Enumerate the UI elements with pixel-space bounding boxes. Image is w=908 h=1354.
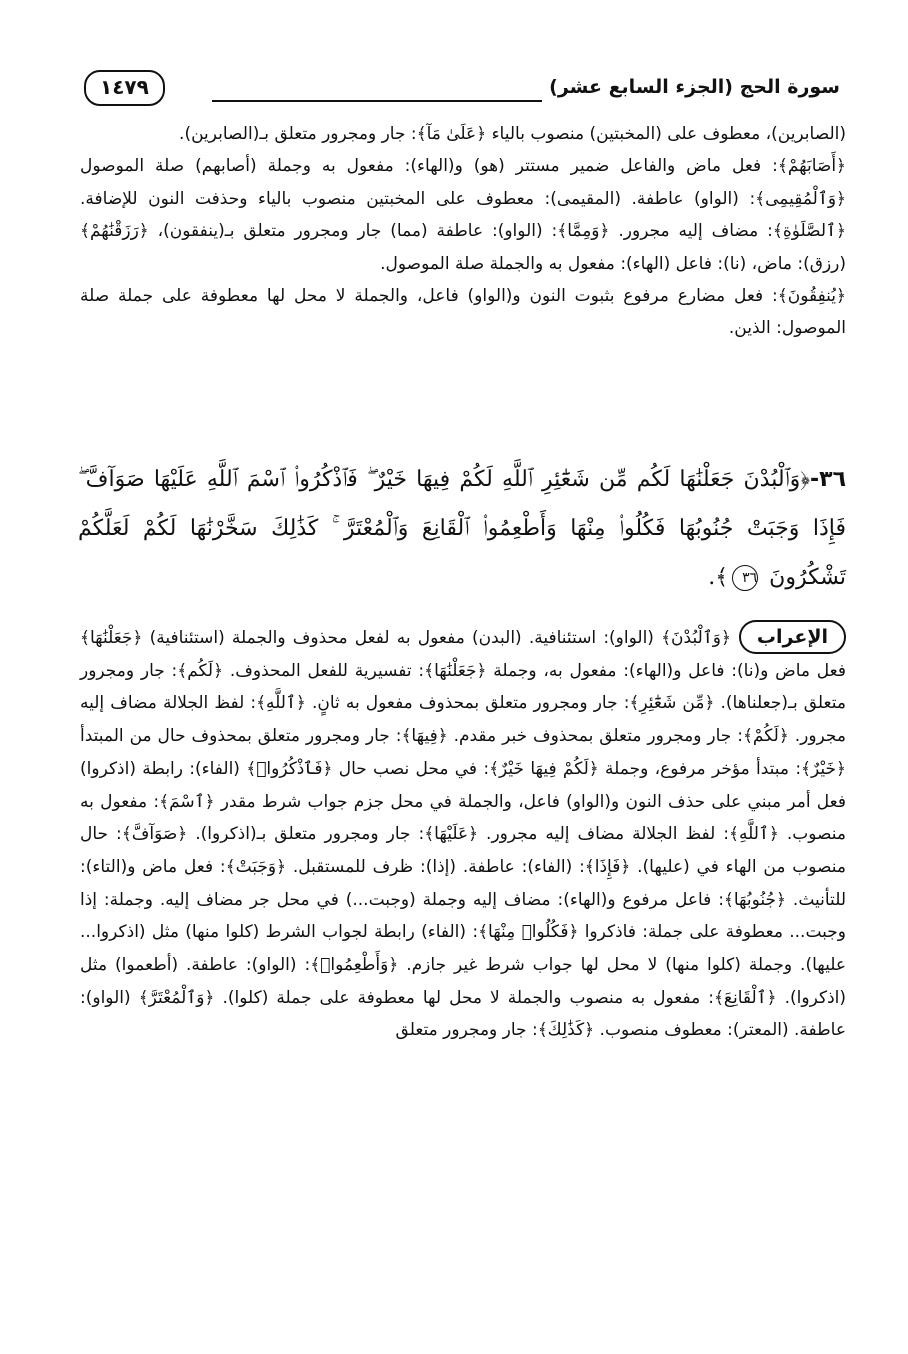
header-rule xyxy=(212,100,542,102)
ayah-end-marker: ٣٦ xyxy=(732,565,758,591)
irab-label: الإعراب xyxy=(739,620,846,654)
running-head: سورة الحج (الجزء السابع عشر) xyxy=(549,76,840,98)
page-number: ١٤٧٩ xyxy=(84,70,165,106)
verse-closing: ﴾. xyxy=(708,565,729,590)
intro-paragraph-3: ﴿يُنفِقُونَ﴾: فعل مضارع مرفوع بثبوت النون و(الواو) فاعل، والجملة لا محل لها معطوفة على جملة صلة الموصول: الذين. xyxy=(80,286,846,339)
irab-section xyxy=(80,620,846,1047)
irab-paragraph xyxy=(80,620,846,1047)
page-header xyxy=(84,68,846,108)
quran-verse xyxy=(78,455,846,602)
verse-text: ﴿وَٱلْبُدْنَ جَعَلْنَٰهَا لَكُم مِّن شَعَٰٓئِرِ ٱللَّهِ لَكُمْ فِيهَا خَيْرٌ ۖ فَٱذْكُرُوا۟ ٱسْمَ ٱللَّهِ عَلَيْهَا صَوَآفَّ ۖ فَإِذَا وَجَبَتْ جُنُوبُهَا فَكُلُوا۟ مِنْهَا وَأَطْعِمُوا۟ ٱلْقَانِعَ وَٱلْمُعْتَرَّ ۚ كَذَٰلِكَ سَخَّرْنَٰهَا لَكُمْ لَعَلَّكُمْ تَشْكُرُونَ xyxy=(78,467,846,590)
intro-paragraph-2: ﴿أَصَابَهُمْ﴾: فعل ماض والفاعل ضمير مستتر (هو) و(الهاء): مفعول به وجملة (أصابهم) صلة الموصول ﴿وَٱلْمُقِيمِى﴾: (الواو) عاطفة. (المقيمى): معطوف على المخبتين منصوب بالياء وحذفت النون للإضافة. ﴿ٱلصَّلَوٰةِ﴾: مضاف إليه مجرور. ﴿وَمِمَّا﴾: (الواو): عاطفة (مما) جار ومجرور متعلق بـ(ينفقون)، ﴿رَزَقْنَٰهُمْ﴾ (رزق): ماض، (نا): فاعل (الهاء): مفعول به والجملة صلة الموصول. xyxy=(80,156,846,274)
verse-number: ٣٦- xyxy=(810,467,846,492)
intro-text xyxy=(80,118,846,345)
irab-text: ﴿وَٱلْبُدْنَ﴾ (الواو): استئنافية. (البدن) مفعول به لفعل محذوف والجملة (استئنافية) ﴿جَعَلْنَٰهَا﴾ فعل ماض و(نا): فاعل و(الهاء): مفعول به، وجملة ﴿جَعَلْنَٰهَا﴾: تفسيرية للفعل المحذوف. ﴿لَكُم﴾: جار ومجرور متعلق بـ(جعلناها). ﴿مِّن شَعَٰٓئِرِ﴾: جار ومجرور متعلق بمحذوف مفعول به ثانٍ. ﴿ٱللَّهِ﴾: لفظ الجلالة مضاف إليه مجرور. ﴿لَكُمْ﴾: جار ومجرور متعلق بمحذوف خبر مقدم. ﴿فِيهَا﴾: جار ومجرور متعلق بمحذوف حال من المبتدأ ﴿خَيْرٌ﴾: مبتدأ مؤخر مرفوع، وجملة ﴿لَكُمْ فِيهَا خَيْرٌ﴾: في محل نصب حال ﴿فَٱذْكُرُوا۟﴾ (الفاء): رابطة (اذكروا) فعل أمر مبني على حذف النون و(الواو) فاعل، والجملة في محل جزم جواب شرط مقدر ﴿ٱسْمَ﴾: مفعول به منصوب. ﴿ٱللَّهِ﴾: لفظ الجلالة مضاف إليه مجرور. ﴿عَلَيْهَا﴾: جار ومجرور متعلق بـ(اذكروا). ﴿صَوَآفَّ﴾: حال منصوب من الهاء في (عليها). ﴿فَإِذَا﴾: (الفاء): عاطفة. (إذا): ظرف للمستقبل. ﴿وَجَبَتْ﴾: فعل ماض و(التاء): للتأنيث. ﴿جُنُوبُهَا﴾: فاعل مرفوع و(الهاء): مضاف إليه وجملة (وجبت...) في محل جر مضاف إليه. وجملة: إذا وجبت... معطوفة على جملة: فاذكروا ﴿فَكُلُوا۟ مِنْهَا﴾: (الفاء) رابطة لجواب الشرط (كلوا منها) مثل (اذكروا... عليها). وجملة (كلوا منها) لا محل لها جواب شرط غير جازم. ﴿وَأَطْعِمُوا۟﴾: (الواو): عاطفة. (أطعموا) مثل (اذكروا). ﴿ٱلْقَانِعَ﴾: مفعول به منصوب والجملة لا محل لها معطوفة على جملة (كلوا). ﴿وَٱلْمُعْتَرَّ﴾ (الواو): عاطفة. (المعتر): معطوف منصوب. ﴿كَذَٰلِكَ﴾: جار ومجرور متعلق xyxy=(80,628,846,1041)
intro-paragraph-1: (الصابرين)، معطوف على (المخبتين) منصوب بالياء ﴿عَلَىٰ مَآ﴾: جار ومجرور متعلق بـ(الصابرين). xyxy=(179,124,846,144)
